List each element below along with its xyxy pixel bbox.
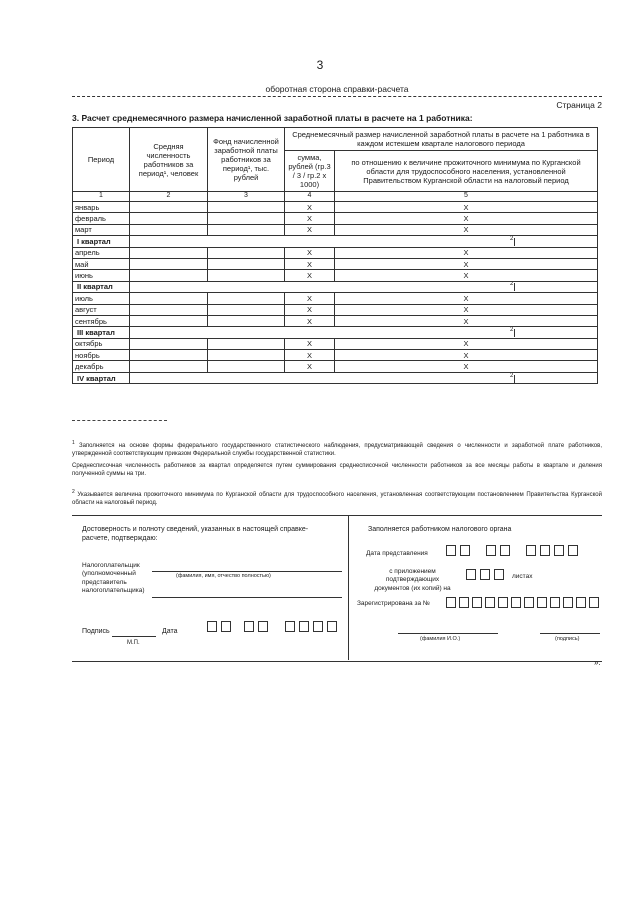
avg-count-cell[interactable] <box>130 361 208 372</box>
x-mark[interactable]: X <box>285 338 335 349</box>
x-mark[interactable]: X <box>285 293 335 304</box>
reg-number-cell[interactable] <box>563 597 573 608</box>
x-mark[interactable]: X <box>285 213 335 224</box>
sheets-cell[interactable] <box>466 569 476 580</box>
footnote-text: Указывается величина прожиточного минимума по Курганской области для трудоспособного населения, установленная соответствующим постановлением Правительства Курганской области на налоговый период. <box>72 492 602 507</box>
date-cell[interactable] <box>299 621 309 632</box>
mark-bar <box>514 375 515 383</box>
reg-number-cell[interactable] <box>576 597 586 608</box>
table-row <box>73 338 598 349</box>
signature-line[interactable] <box>112 636 156 637</box>
officer-sign-hint: (подпись) <box>555 636 580 642</box>
quarter-cell[interactable] <box>130 372 598 383</box>
tax-office-title: Заполняется работником налогового органа <box>368 526 512 533</box>
x-mark[interactable]: X <box>285 315 335 326</box>
period-label: март <box>73 224 130 235</box>
x-mark[interactable]: X <box>335 361 598 372</box>
page-number: 3 <box>316 58 324 72</box>
footnote-2-mark: 2 <box>510 281 514 288</box>
table-row <box>73 350 598 361</box>
period-label: январь <box>73 202 130 213</box>
date-cell[interactable] <box>221 621 231 632</box>
period-label: III квартал <box>73 327 130 338</box>
period-label: ноябрь <box>73 350 130 361</box>
avg-count-cell[interactable] <box>130 338 208 349</box>
fund-cell[interactable] <box>208 338 285 349</box>
avg-count-cell[interactable] <box>130 213 208 224</box>
reg-number-cell[interactable] <box>498 597 508 608</box>
x-mark[interactable]: X <box>335 258 598 269</box>
x-mark[interactable]: X <box>285 202 335 213</box>
avg-count-cell[interactable] <box>130 293 208 304</box>
x-mark[interactable]: X <box>335 338 598 349</box>
table-row <box>73 293 598 304</box>
header-sum: сумма, рублей (гр.3 / 3 / гр.2 x 1000) <box>285 151 335 192</box>
table-row <box>73 372 598 383</box>
date-submitted-label: Дата представления <box>366 550 428 557</box>
fund-cell[interactable] <box>208 213 285 224</box>
reg-number-cell[interactable] <box>485 597 495 608</box>
fund-cell[interactable] <box>208 315 285 326</box>
avg-count-cell[interactable] <box>130 202 208 213</box>
x-mark[interactable]: X <box>285 270 335 281</box>
submit-date-cell[interactable] <box>526 545 536 556</box>
col-number: 4 <box>285 192 335 202</box>
x-mark[interactable]: X <box>335 247 598 258</box>
date-cell[interactable] <box>313 621 323 632</box>
table-row <box>73 213 598 224</box>
fund-cell[interactable] <box>208 224 285 235</box>
avg-count-cell[interactable] <box>130 315 208 326</box>
period-label: февраль <box>73 213 130 224</box>
submit-date-cell[interactable] <box>568 545 578 556</box>
signature-label: Подпись <box>82 628 110 635</box>
x-mark[interactable]: X <box>285 304 335 315</box>
fund-cell[interactable] <box>208 202 285 213</box>
period-label: июнь <box>73 270 130 281</box>
period-label: июль <box>73 293 130 304</box>
table-row <box>73 304 598 315</box>
x-mark[interactable]: X <box>335 224 598 235</box>
table-row <box>73 224 598 235</box>
reg-number-cell[interactable] <box>446 597 456 608</box>
date-cell[interactable] <box>285 621 295 632</box>
col-number: 1 <box>73 192 130 202</box>
date-cell[interactable] <box>327 621 337 632</box>
col-number: 5 <box>335 192 598 202</box>
period-label: октябрь <box>73 338 130 349</box>
col-number: 3 <box>208 192 285 202</box>
x-mark[interactable]: X <box>335 315 598 326</box>
avg-count-cell[interactable] <box>130 350 208 361</box>
fund-cell[interactable] <box>208 247 285 258</box>
sheets-cell[interactable] <box>494 569 504 580</box>
x-mark[interactable]: X <box>285 247 335 258</box>
officer-name-line[interactable] <box>398 633 498 634</box>
footnote-2 <box>72 489 602 507</box>
quarter-cell[interactable] <box>130 236 598 247</box>
table-row <box>73 281 598 292</box>
table-row <box>73 247 598 258</box>
table-row <box>73 202 598 213</box>
officer-sign-line[interactable] <box>540 633 600 634</box>
period-label: II квартал <box>73 281 130 292</box>
table-row <box>73 315 598 326</box>
confirmation-text: Достоверность и полноту сведений, указанных в настоящей справке-расчете, подтверждаю: <box>82 526 309 543</box>
avg-count-cell[interactable] <box>130 224 208 235</box>
date-label: Дата <box>162 628 178 635</box>
fund-cell[interactable] <box>208 293 285 304</box>
reg-number-cell[interactable] <box>459 597 469 608</box>
quarter-cell[interactable] <box>130 281 598 292</box>
footnote-mark: 1 <box>72 440 75 446</box>
x-mark[interactable]: X <box>335 270 598 281</box>
reg-number-cell[interactable] <box>472 597 482 608</box>
reg-number-cell[interactable] <box>537 597 547 608</box>
reg-number-cell[interactable] <box>524 597 534 608</box>
x-mark[interactable]: X <box>285 350 335 361</box>
submit-date-cell[interactable] <box>554 545 564 556</box>
mark-bar <box>514 283 515 291</box>
mark-bar <box>514 329 515 337</box>
submit-date-cell[interactable] <box>540 545 550 556</box>
fund-cell[interactable] <box>208 270 285 281</box>
period-label: IV квартал <box>73 372 130 383</box>
fund-cell[interactable] <box>208 304 285 315</box>
x-mark[interactable]: X <box>335 350 598 361</box>
reg-number-cell[interactable] <box>550 597 560 608</box>
footnote-2-mark: 2 <box>510 235 514 242</box>
date-cell[interactable] <box>207 621 217 632</box>
reg-number-cell[interactable] <box>589 597 599 608</box>
footnote-divider <box>72 420 167 421</box>
header-avg-count: Средняя численность работников за период¹, человек <box>130 128 208 192</box>
fio-line-2[interactable] <box>152 597 342 598</box>
table-row <box>73 236 598 247</box>
wage-table <box>72 127 598 384</box>
date-cell[interactable] <box>258 621 268 632</box>
fund-cell[interactable] <box>208 361 285 372</box>
period-label: май <box>73 258 130 269</box>
col-number: 2 <box>130 192 208 202</box>
attachment-label: с приложением подтверждающих документов (их копий) на <box>374 568 451 592</box>
table-row <box>73 327 598 338</box>
footnote-mark: 2 <box>72 489 75 495</box>
officer-name-hint: (фамилия И.О.) <box>420 636 461 642</box>
x-mark[interactable]: X <box>285 224 335 235</box>
avg-count-cell[interactable] <box>130 270 208 281</box>
header-fund: Фонд начисленной заработной платы работников за период¹, тыс. рублей <box>208 128 285 192</box>
period-label: I квартал <box>73 236 130 247</box>
reg-number-cell[interactable] <box>511 597 521 608</box>
divider <box>72 96 602 97</box>
avg-count-cell[interactable] <box>130 258 208 269</box>
page-reference: Страница 2 <box>556 100 602 110</box>
submit-date-cell[interactable] <box>486 545 496 556</box>
taxpayer-label: Налогоплательщик (уполномоченный представитель налогоплательщика) <box>82 562 145 595</box>
closing-mark: ». <box>594 658 601 667</box>
quarter-cell[interactable] <box>130 327 598 338</box>
header-avg-wage: Среднемесячный размер начисленной заработной платы в расчете на 1 работника в каждом истекшем квартале налогового периода <box>285 128 598 151</box>
x-mark[interactable]: X <box>285 258 335 269</box>
table-row <box>73 361 598 372</box>
stamp-label: М.П. <box>127 640 140 646</box>
fund-cell[interactable] <box>208 258 285 269</box>
x-mark[interactable]: X <box>285 361 335 372</box>
sheets-cell[interactable] <box>480 569 490 580</box>
section-divider <box>348 515 349 660</box>
submit-date-cell[interactable] <box>500 545 510 556</box>
section-title: 3. Расчет среднемесячного размера начисленной заработной платы в расчете на 1 работника: <box>72 113 473 123</box>
fund-cell[interactable] <box>208 350 285 361</box>
avg-count-cell[interactable] <box>130 247 208 258</box>
submit-date-cell[interactable] <box>460 545 470 556</box>
header-ratio: по отношению к величине прожиточного минимума по Курганской области для трудоспособного населения, установленной Правительством Курганской области на налоговый период <box>335 151 598 192</box>
x-mark[interactable]: X <box>335 213 598 224</box>
submit-date-cell[interactable] <box>446 545 456 556</box>
fio-hint: (фамилия, имя, отчество полностью) <box>176 573 271 579</box>
period-label: декабрь <box>73 361 130 372</box>
avg-count-cell[interactable] <box>130 304 208 315</box>
mark-bar <box>514 238 515 246</box>
footnote-2-mark: 2 <box>510 326 514 333</box>
table-row <box>73 258 598 269</box>
period-label: апрель <box>73 247 130 258</box>
table-row <box>73 270 598 281</box>
footnote-2-mark: 2 <box>510 372 514 379</box>
x-mark[interactable]: X <box>335 293 598 304</box>
fio-line[interactable] <box>152 571 342 572</box>
sheets-label: листах <box>512 573 533 580</box>
registered-label: Зарегистрирована за № <box>357 600 430 607</box>
form-subtitle: оборотная сторона справки-расчета <box>265 84 409 94</box>
x-mark[interactable]: X <box>335 304 598 315</box>
footnote-text: Заполняется на основе формы федерального государственного статистического наблюдения, предусматривающей сведения о численности и заработной плате работников, утвержденной соответствующим приказом Федеральной службы государственной статистики. <box>72 443 602 458</box>
period-label: сентябрь <box>73 315 130 326</box>
period-label: август <box>73 304 130 315</box>
date-cell[interactable] <box>244 621 254 632</box>
footnote-1b: Среднесписочная численность работников за квартал определяется путем суммирования среднесписочной численности работников за все месяцы работы в квартале и деления полученной суммы на три. <box>72 463 602 478</box>
footnote-1 <box>72 440 602 458</box>
table-body <box>73 202 598 384</box>
header-period: Период <box>73 128 130 192</box>
x-mark[interactable]: X <box>335 202 598 213</box>
